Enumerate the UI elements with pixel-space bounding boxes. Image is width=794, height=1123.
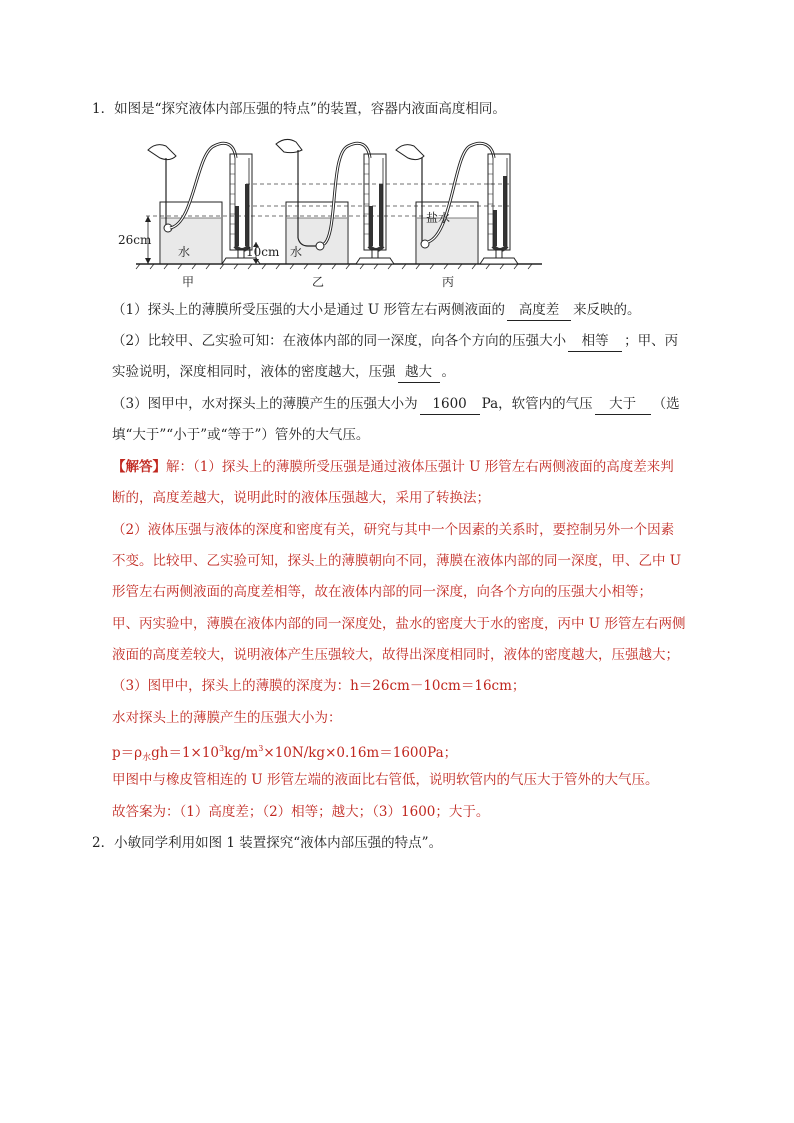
- solution-final: 故答案为：（1）高度差；（2）相等；越大；（3）1600；大于。: [112, 804, 490, 820]
- solution-line-9: 水对探头上的薄膜产生的压强大小为：: [112, 710, 342, 726]
- answer-blank-5: 大于: [595, 394, 651, 415]
- q1-part3-line2: 填“大于”“小于”或“等于”）管外的大气压。: [112, 427, 370, 443]
- solution-formula: $p=\rho_水gh=1\times 10^3kg/m^3\times 10N/kg\times 0.16m=1600Pa$；: [112, 744, 458, 763]
- q1-part1: （1）探头上的薄膜所受压强的大小是通过 U 形管左右两侧液面的 高度差 来反映的。: [112, 300, 641, 321]
- label-10cm: 10cm: [246, 245, 280, 259]
- solution-tag: 【解答】: [112, 459, 166, 475]
- solution-line-6: 甲、丙实验中，薄膜在液体内部的同一深度处，盐水的密度大于水的密度，丙中 U 形管左右两侧: [112, 616, 686, 632]
- solution-line-10: 甲图中与橡皮管相连的 U 形管左端的液面比右管低，说明软管内的气压大于管外的大气压。: [112, 772, 659, 788]
- answer-blank-2: 相等: [568, 331, 622, 352]
- q1-part2-line1: （2）比较甲、乙实验可知：在液体内部的同一深度，向各个方向的压强大小 相等 ；甲、丙: [112, 331, 678, 352]
- q2-stem: 2．小敏同学利用如图 1 装置探究“液体内部压强的特点”。: [92, 835, 443, 851]
- q1-part2-line2: 实验说明，深度相同时，液体的密度越大，压强 越大 。: [112, 362, 455, 383]
- label-water-b: 水: [290, 245, 303, 259]
- solution-line-3: （2）液体压强与液体的深度和密度有关，研究与其中一个因素的关系时，要控制另外一个因素: [112, 522, 675, 538]
- caption-c: 丙: [442, 275, 455, 289]
- solution-line-4: 不变。比较甲、乙实验可知，探头上的薄膜朝向不同，薄膜在液体内部的同一深度，甲、乙中 U: [112, 553, 682, 569]
- manometer-figure: [118, 134, 544, 294]
- q1-stem: 1．如图是“探究液体内部压强的特点”的装置，容器内液面高度相同。: [92, 101, 506, 117]
- caption-b: 乙: [312, 275, 325, 289]
- label-water-a: 水: [178, 245, 191, 259]
- solution-line-8: （3）图甲中，探头上的薄膜的深度为：h＝26cm－10cm＝16cm；: [112, 678, 526, 694]
- q1-part3-line1: （3）图甲中，水对探头上的薄膜产生的压强大小为 1600 Pa，软管内的气压 大于 （选: [112, 394, 680, 415]
- caption-a: 甲: [182, 275, 195, 289]
- solution-line-7: 液面的高度差较大，说明液体产生压强较大，故得出深度相同时，液体的密度越大，压强越大；: [112, 647, 679, 663]
- label-26cm: 26cm: [118, 233, 152, 247]
- answer-blank-1: 高度差: [507, 300, 571, 321]
- solution-line-1: 【解答】解：（1）探头上的薄膜所受压强是通过液体压强计 U 形管左右两侧液面的高度差来判: [112, 459, 674, 475]
- solution-line-5: 形管左右两侧液面的高度差相等，故在液体内部的同一深度，向各个方向的压强大小相等；: [112, 584, 652, 600]
- answer-blank-3: 越大: [398, 362, 440, 383]
- answer-blank-4: 1600: [420, 394, 480, 415]
- solution-line-2: 断的，高度差越大，说明此时的液体压强越大，采用了转换法；: [112, 490, 490, 506]
- label-brine: 盐水: [426, 211, 451, 225]
